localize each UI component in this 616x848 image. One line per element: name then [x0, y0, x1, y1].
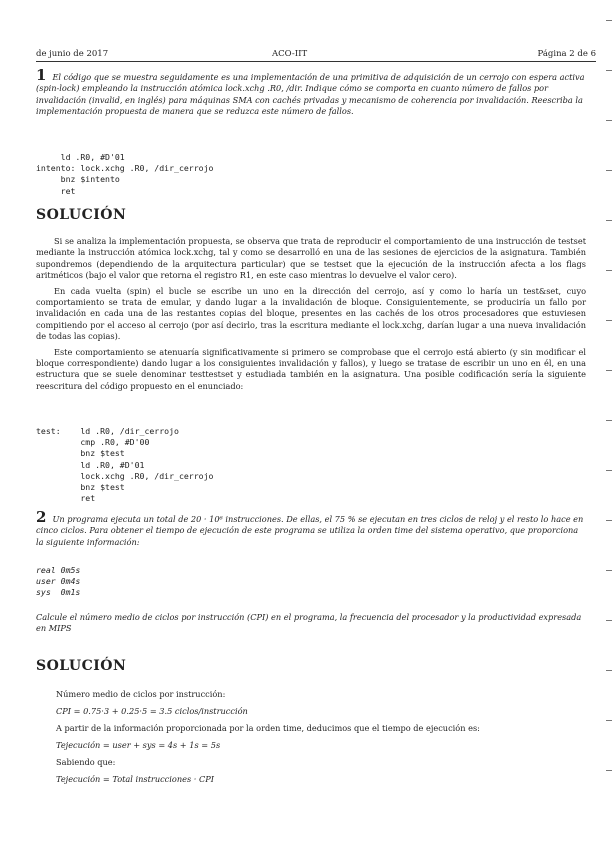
solution-2-cpi-formula: CPI = 0.75·3 + 0.25·5 = 3.5 ciclos/instrucción	[56, 706, 248, 716]
header-date: de junio de 2017	[36, 49, 109, 59]
solution-1-code: test: ld .R0, /dir_cerrojo cmp .R0, #D'00 bnz $test ld .R0, #D'01 lock.xchg .R0, /dir_cerrojo bnz $test ret	[36, 426, 214, 504]
question-2-text: Un programa ejecuta un total de 20 · 10⁶ instrucciones. De ellas, el 75 % se ejecutan en tres ciclos de reloj y el resto lo hace en cinco ciclos. Para obtener el tiempo de ejecución de este programa se utiliza la orden time del sistema operativo, que proporciona la siguiente información:	[36, 514, 584, 547]
solution-1-paragraph-3: Este comportamiento se atenuaría significativamente si primero se comprobase que el cerrojo está abierto (y sin modificar el bloque correspondiente) dando lugar a los consiguientes invalidación y fallos), y luego se tratase de escribir un uno en él, en una estructura que se suele denominar testtestset y estudiada también en la asignatura. Una posible codificación sería la siguiente reescritura del código propuesto en el enunciado:	[36, 346, 586, 391]
scan-edge-marks	[604, 20, 612, 820]
time-command-output: real 0m5s user 0m4s sys 0m1s	[36, 565, 81, 598]
header-course: ACO-IIT	[272, 49, 308, 59]
solution-1-body	[36, 236, 586, 392]
question-1-code: ld .R0, #D'01 intento: lock.xchg .R0, /dir_cerrojo bnz $intento ret	[36, 152, 214, 196]
header-rule	[36, 61, 596, 62]
solution-2-exec-formula: Tejecución = Total instrucciones · CPI	[56, 774, 214, 784]
question-1-number: 1	[36, 66, 47, 84]
solution-2-body	[56, 686, 576, 788]
solution-1-paragraph-2: En cada vuelta (spin) el bucle se escribe un uno en la dirección del cerrojo, así y como lo haría un test&set, cuyo comportamiento se trata de emular, y dando lugar a la invalidación de bloque. Consiguientemente, se produciría un fallo por invalidación en cada una de las restantes copias del bloque, presentes en las cachés de los otros procesadores que estuviesen compitiendo por el acceso al cerrojo (por así decirlo, tras la escritura mediante el lock.xchg, darían lugar a una nueva invalidación de todas las copias).	[36, 285, 586, 342]
solution-2-time-formula: Tejecución = user + sys = 4s + 1s = 5s	[56, 740, 221, 750]
solution-2-line-5: Sabiendo que:	[56, 757, 116, 767]
question-1	[36, 66, 586, 118]
question-2	[36, 508, 586, 548]
solution-2-title: SOLUCIÓN	[36, 658, 127, 674]
question-2-number: 2	[36, 508, 47, 526]
solution-2-line-3: A partir de la información proporcionada por la orden time, deducimos que el tiempo de ejecución es:	[56, 723, 480, 733]
question-1-text: El código que se muestra seguidamente es una implementación de una primitiva de adquisición de un cerrojo con espera activa (spin-lock) empleando la instrucción atómica lock.xchg .R0, /dir. Indique cómo se comporta en cuanto número de fallos por invalidación (invalid, en inglés) para máquinas SMA con cachés privadas y mecanismo de coherencia por invalidación. Reescriba la implementación propuesta de manera que se reduzca este número de fallos.	[36, 72, 585, 117]
question-2-ask: Calcule el número medio de ciclos por instrucción (CPI) en el programa, la frecuencia del procesador y la productividad expresada en MIPS	[36, 612, 582, 634]
solution-1-paragraph-1: Si se analiza la implementación propuesta, se observa que trata de reproducir el comportamiento de una instrucción de testset mediante la instrucción atómica lock.xchg, tal y como se desarrolló en una de las sesiones de ejercicios de la asignatura. También supondremos (dependiendo de la arquitectura particular) que se testset que la ejecución de la instrucción afecta a los flags aritméticos (bajo el valor que retorna el registro R1, en este caso mientras lo devuelve el valor cero).	[36, 236, 586, 281]
solution-1-title: SOLUCIÓN	[36, 207, 127, 223]
header-page-number: Página 2 de 6	[537, 49, 596, 59]
solution-2-line-1: Número medio de ciclos por instrucción:	[56, 689, 226, 699]
